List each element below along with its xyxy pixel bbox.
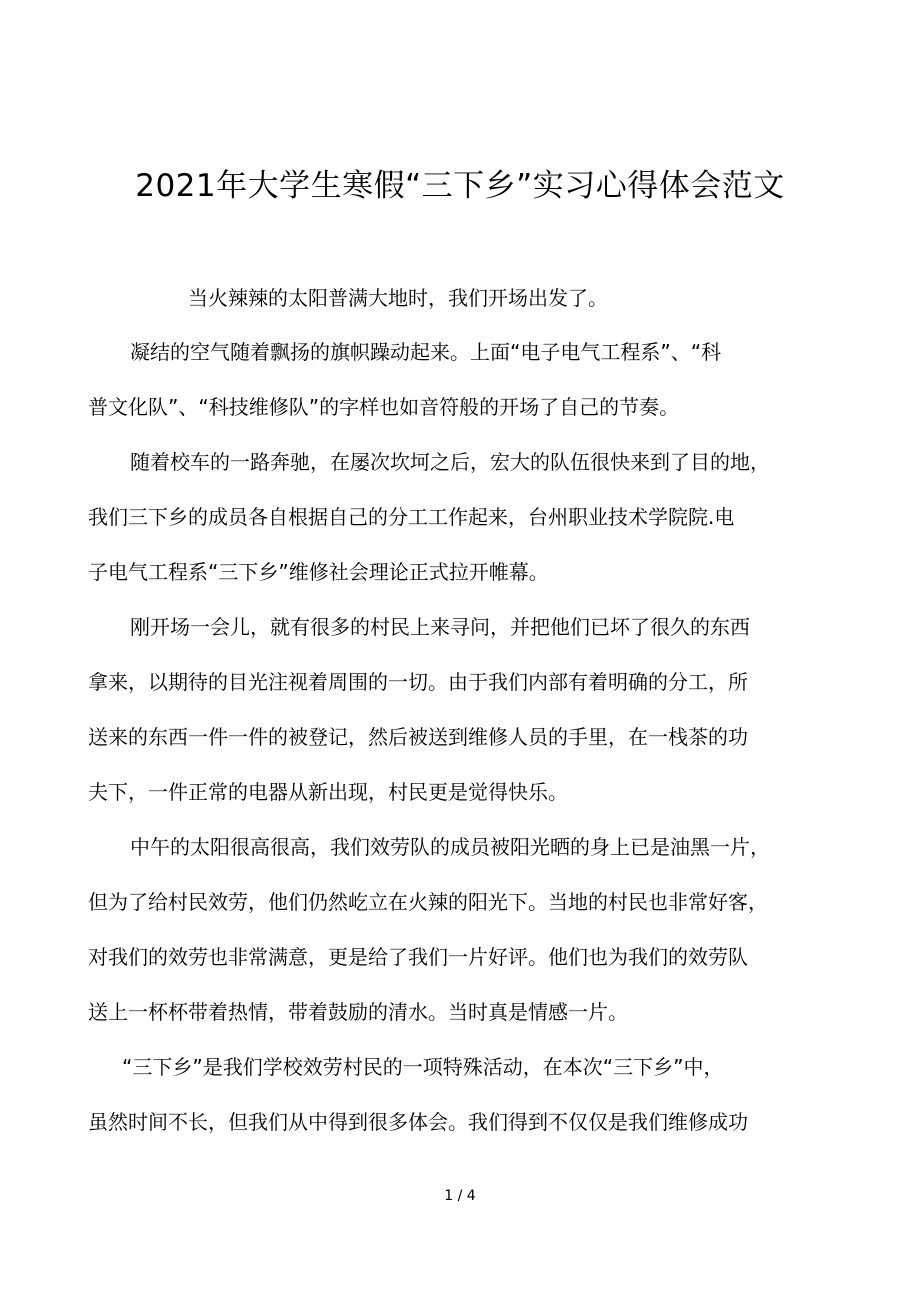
paragraph-line: “三下乡”是我们学校效劳村民的一项特殊活动，在本次“三下乡”中， — [122, 1055, 724, 1079]
paragraph-line: 普文化队”、“科技维修队”的字样也如音符般的开场了自己的节奏。 — [88, 395, 680, 419]
document-title: 2021年大学生寒假“三下乡”实习心得体会范文 — [135, 168, 785, 204]
paragraph-line: 当火辣辣的太阳普满大地时，我们开场出发了。 — [188, 286, 608, 310]
paragraph-line: 夫下，一件正常的电器从新出现，村民更是觉得快乐。 — [88, 780, 568, 804]
paragraph-line: 对我们的效劳也非常满意，更是给了我们一片好评。他们也为我们的效劳队 — [88, 945, 748, 969]
paragraph-line: 刚开场一会儿，就有很多的村民上来寻问，并把他们已坏了很久的东西 — [130, 615, 750, 639]
paragraph-line: 但为了给村民效劳，他们仍然屹立在火辣的阳光下。当地的村民也非常好客， — [88, 890, 768, 914]
page-number: 1 / 4 — [444, 1188, 476, 1204]
paragraph-line: 子电气工程系“三下乡”维修社会理论正式拉开帷幕。 — [88, 560, 549, 584]
paragraph-line: 中午的太阳很高很高，我们效劳队的成员被阳光晒的身上已是油黑一片， — [130, 835, 770, 859]
paragraph-line: 送上一杯杯带着热情，带着鼓励的清水。当时真是情感一片。 — [88, 1000, 628, 1024]
paragraph-line: 虽然时间不长，但我们从中得到很多体会。我们得到不仅仅是我们维修成功 — [88, 1110, 748, 1134]
paragraph-line: 拿来，以期待的目光注视着周围的一切。由于我们内部有着明确的分工，所 — [88, 670, 748, 694]
paragraph-line: 送来的东西一件一件的被登记，然后被送到维修人员的手里，在一栈茶的功 — [88, 725, 748, 749]
paragraph-line: 凝结的空气随着飘扬的旗帜躁动起来。上面“电子电气工程系”、“科 — [130, 340, 722, 364]
paragraph-line: 随着校车的一路奔驰，在屡次坎坷之后，宏大的队伍很快来到了目的地， — [130, 450, 770, 474]
paragraph-line: 我们三下乡的成员各自根据自己的分工工作起来，台州职业技术学院院.电 — [88, 505, 735, 529]
